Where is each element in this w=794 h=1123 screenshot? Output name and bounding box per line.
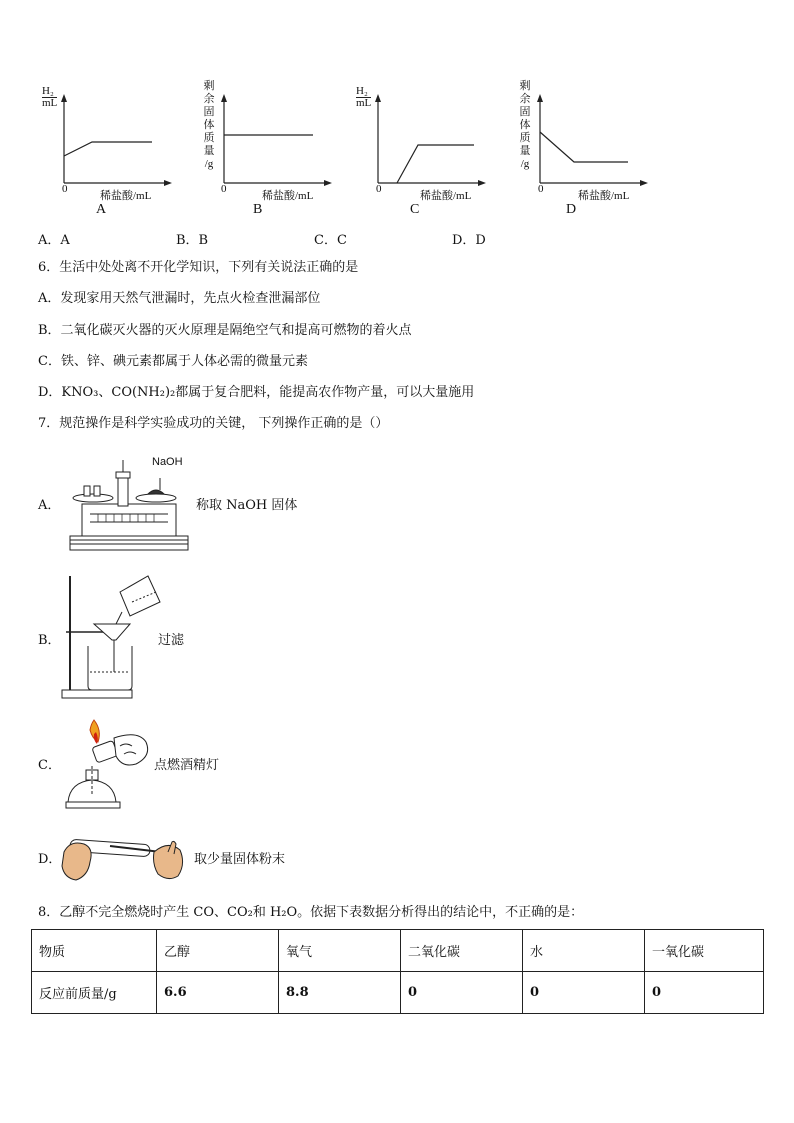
q6-option-b: B．二氧化碳灭火器的灭火原理是隔绝空气和提高可燃物的着火点 (38, 323, 412, 338)
q5-option-c: C．C (314, 233, 347, 248)
graph-d-caption: D (566, 202, 577, 217)
graph-b-origin: 0 (221, 183, 227, 195)
graph-d-origin: 0 (538, 183, 544, 195)
graph-b-xlabel: 稀盐酸/mL (262, 190, 314, 202)
naoh-label: NaOH (152, 456, 183, 468)
graph-c-ylabel-1: H₂ (356, 85, 368, 97)
graph-d-ylabel-6: 量 (519, 145, 531, 157)
table-cell: 0 (401, 972, 523, 1014)
graph-d-curve (540, 132, 628, 162)
graph-d-ylabel-5: 质 (519, 132, 531, 144)
q7-option-b-desc: 过滤 (158, 633, 185, 648)
table-cell: 0 (523, 972, 645, 1014)
graph-b-ylabel-6: 量 (203, 145, 215, 157)
graph-d-ylabel-2: 余 (519, 93, 531, 105)
q8-stem: 8．乙醇不完全燃烧时产生 CO、CO₂和 H₂O。依据下表数据分析得出的结论中，不正确的是： (38, 905, 584, 920)
alcohol-lamp-svg (64, 716, 154, 812)
graph-b-ylabel-7: /g (204, 158, 214, 170)
q5-option-b: B．B (176, 233, 209, 248)
q5-option-a: A．A (38, 233, 70, 248)
filtration-illustration (58, 572, 162, 702)
alcohol-lamp-illustration (64, 716, 154, 812)
graph-d-ylabel-1: 剩 (519, 80, 531, 92)
graph-a-xlabel: 稀盐酸/mL (100, 190, 152, 202)
graph-c-ylabel (356, 86, 371, 109)
q7-option-d-letter: D． (38, 852, 62, 867)
table-header-cell: 氧气 (279, 930, 401, 972)
graph-a-origin: 0 (62, 183, 68, 195)
test-tube-svg (60, 822, 186, 886)
graph-b-caption: B (253, 202, 263, 217)
filtration-svg (58, 572, 162, 702)
graph-c-xlabel: 稀盐酸/mL (420, 190, 472, 202)
table-cell: 0 (645, 972, 764, 1014)
table-header-cell: 二氧化碳 (401, 930, 523, 972)
graph-d-ylabel (518, 80, 532, 171)
test-tube-illustration (60, 822, 186, 886)
q6-stem: 6．生活中处处离不开化学知识，下列有关说法正确的是 (38, 260, 359, 275)
graph-b-ylabel-3: 固 (203, 106, 215, 118)
table-header-cell: 乙醇 (157, 930, 279, 972)
table-row (32, 972, 764, 1014)
table-cell: 6.6 (157, 972, 279, 1014)
graph-b-ylabel-4: 体 (203, 119, 215, 131)
graph-c-ylabel-2: mL (356, 97, 372, 109)
graph-a-caption: A (96, 202, 107, 217)
q7-option-b-letter: B． (38, 633, 61, 648)
q6-option-a: A．发现家用天然气泄漏时，先点火检查泄漏部位 (38, 291, 321, 306)
graph-a-ylabel-1: H₂ (42, 85, 54, 97)
table-header-row (32, 930, 764, 972)
graph-d-ylabel-7: /g (520, 158, 530, 170)
table-header-cell: 水 (523, 930, 645, 972)
q6-option-c: C．铁、锌、碘元素都属于人体必需的微量元素 (38, 354, 308, 369)
q7-option-c-letter: C． (38, 758, 61, 773)
table-header-cell: 一氧化碳 (645, 930, 764, 972)
graph-a-ylabel-2: mL (42, 97, 58, 109)
q7-option-a-letter: A． (38, 498, 61, 513)
graph-d-xlabel: 稀盐酸/mL (578, 190, 630, 202)
graph-b-ylabel-5: 质 (203, 132, 215, 144)
q7-option-c-desc: 点燃酒精灯 (154, 758, 220, 773)
graph-a-ylabel (42, 86, 57, 109)
q7-option-a-desc: 称取 NaOH 固体 (196, 498, 298, 513)
q5-option-d: D．D (452, 233, 486, 248)
q6-option-d: D．KNO₃、CO(NH₂)₂都属于复合肥料，能提高农作物产量，可以大量施用 (38, 385, 475, 400)
q7-stem: 7．规范操作是科学实验成功的关键， 下列操作正确的是（） (38, 416, 389, 431)
graph-b-ylabel (202, 80, 216, 171)
graph-c-caption: C (410, 202, 420, 217)
table-cell: 反应前质量/g (32, 972, 157, 1014)
graph-d-ylabel-4: 体 (519, 119, 531, 131)
graph-b-ylabel-1: 剩 (203, 80, 215, 92)
q7-option-d-desc: 取少量固体粉末 (194, 852, 286, 867)
table-cell: 8.8 (279, 972, 401, 1014)
q8-data-table (31, 929, 764, 1014)
graph-c-origin: 0 (376, 183, 382, 195)
graph-b-ylabel-2: 余 (203, 93, 215, 105)
table-header-cell: 物质 (32, 930, 157, 972)
graph-a-curve (64, 142, 152, 156)
graph-c-curve (397, 145, 474, 183)
graph-d-ylabel-3: 固 (519, 106, 531, 118)
